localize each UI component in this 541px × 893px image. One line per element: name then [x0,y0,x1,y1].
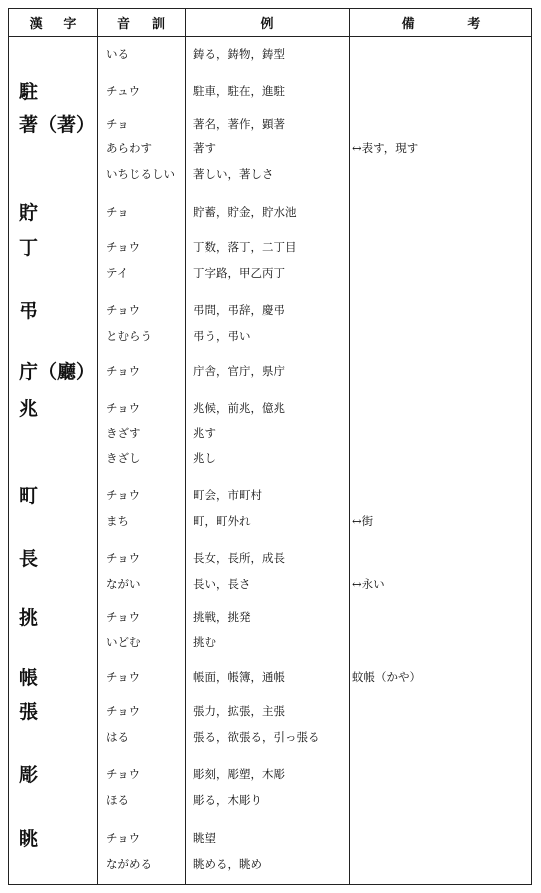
reading-cell: チョ [106,205,129,219]
kanji-table [8,8,532,885]
reading-cell: チョウ [106,303,141,317]
example-cell: 眺望 [193,831,216,845]
example-cell: 丁字路，甲乙丙丁 [193,266,285,280]
reading-cell: チョウ [106,831,141,845]
example-cell: 長い，長さ [193,577,251,591]
reading-cell: チョウ [106,364,141,378]
remark-cell: ↔表す，現す [352,141,419,155]
example-cell: 弔う，弔い [193,329,251,343]
example-cell: 挑戦，挑発 [193,610,251,624]
reading-cell: はる [106,730,129,744]
example-cell: 兆候，前兆，億兆 [193,401,285,415]
kanji-char: 兆 [19,398,39,420]
reading-cell: とむらう [106,329,152,343]
header-example [185,9,349,36]
example-cell: 庁舎，官庁，県庁 [193,364,285,378]
reading-cell: きざし [106,451,141,465]
header-reading-char-2: 訓 [152,17,166,32]
kanji-char: 駐 [19,81,39,103]
remark-cell: 蚊帳（かや） [352,670,421,684]
reading-cell: まち [106,514,129,528]
example-cell: 彫刻，彫塑，木彫 [193,767,285,781]
kanji-char: 丁 [19,237,39,259]
kanji-char: 張 [19,701,39,723]
header-divider [9,36,531,37]
reading-cell: チョウ [106,767,141,781]
kanji-char: 貯 [19,202,39,224]
remark-cell: ↔永い [352,577,385,591]
column-divider [97,9,98,884]
kanji-char: 町 [19,485,39,507]
remark-cell: ↔街 [352,514,374,528]
header-reading-char-1: 音 [116,17,130,32]
kanji-char: 眺 [19,828,39,850]
reading-cell: ほる [106,793,129,807]
example-cell: 駐車，駐在，進駐 [193,84,285,98]
reading-cell: いどむ [106,635,141,649]
column-divider [349,9,350,884]
reading-cell: チョウ [106,488,141,502]
reading-cell: チョ [106,117,129,131]
example-cell: 彫る，木彫り [193,793,262,807]
header-remarks-char-2: 考 [467,17,481,32]
reading-cell: いる [106,47,129,61]
example-cell: 町会，市町村 [193,488,262,502]
kanji-char: 彫 [19,764,39,786]
header-remarks [349,9,533,36]
reading-cell: あらわす [106,141,152,155]
header-kanji-char-2: 字 [63,17,77,32]
example-cell: 著しい，著しさ [193,167,274,181]
reading-cell: チョウ [106,610,141,624]
header-kanji-char-1: 漢 [29,17,43,32]
header-example-char: 例 [260,17,274,32]
example-cell: 弔問，弔辞，慶弔 [193,303,285,317]
example-cell: 鋳る，鋳物，鋳型 [193,47,285,61]
reading-cell: いちじるしい [106,167,175,181]
kanji-char: 帳 [19,667,39,689]
example-cell: 眺める，眺め [193,857,262,871]
kanji-char: 著（著） [19,114,96,136]
example-cell: 張る，欲張る，引っ張る [193,730,320,744]
example-cell: 町，町外れ [193,514,251,528]
reading-cell: ながい [106,577,141,591]
example-cell: 長女，長所，成長 [193,551,285,565]
header-remarks-char-1: 備 [401,17,415,32]
reading-cell: チョウ [106,551,141,565]
example-cell: 貯蓄，貯金，貯水池 [193,205,297,219]
example-cell: 帳面，帳簿，通帳 [193,670,285,684]
example-cell: 兆す [193,426,216,440]
kanji-char: 庁（廳） [19,361,96,383]
reading-cell: チョウ [106,704,141,718]
reading-cell: ながめる [106,857,152,871]
reading-cell: テイ [106,266,129,280]
reading-cell: チョウ [106,240,141,254]
reading-cell: きざす [106,426,141,440]
reading-cell: チョウ [106,401,141,415]
column-divider [185,9,186,884]
example-cell: 挑む [193,635,216,649]
example-cell: 著す [193,141,216,155]
header-reading [97,9,185,36]
kanji-char: 弔 [19,300,39,322]
kanji-char: 長 [19,548,39,570]
example-cell: 兆し [193,451,216,465]
example-cell: 著名，著作，顕著 [193,117,285,131]
reading-cell: チョウ [106,670,141,684]
kanji-char: 挑 [19,607,39,629]
example-cell: 丁数，落丁，二丁目 [193,240,297,254]
reading-cell: チュウ [106,84,141,98]
example-cell: 張力，拡張，主張 [193,704,285,718]
header-kanji [9,9,97,36]
